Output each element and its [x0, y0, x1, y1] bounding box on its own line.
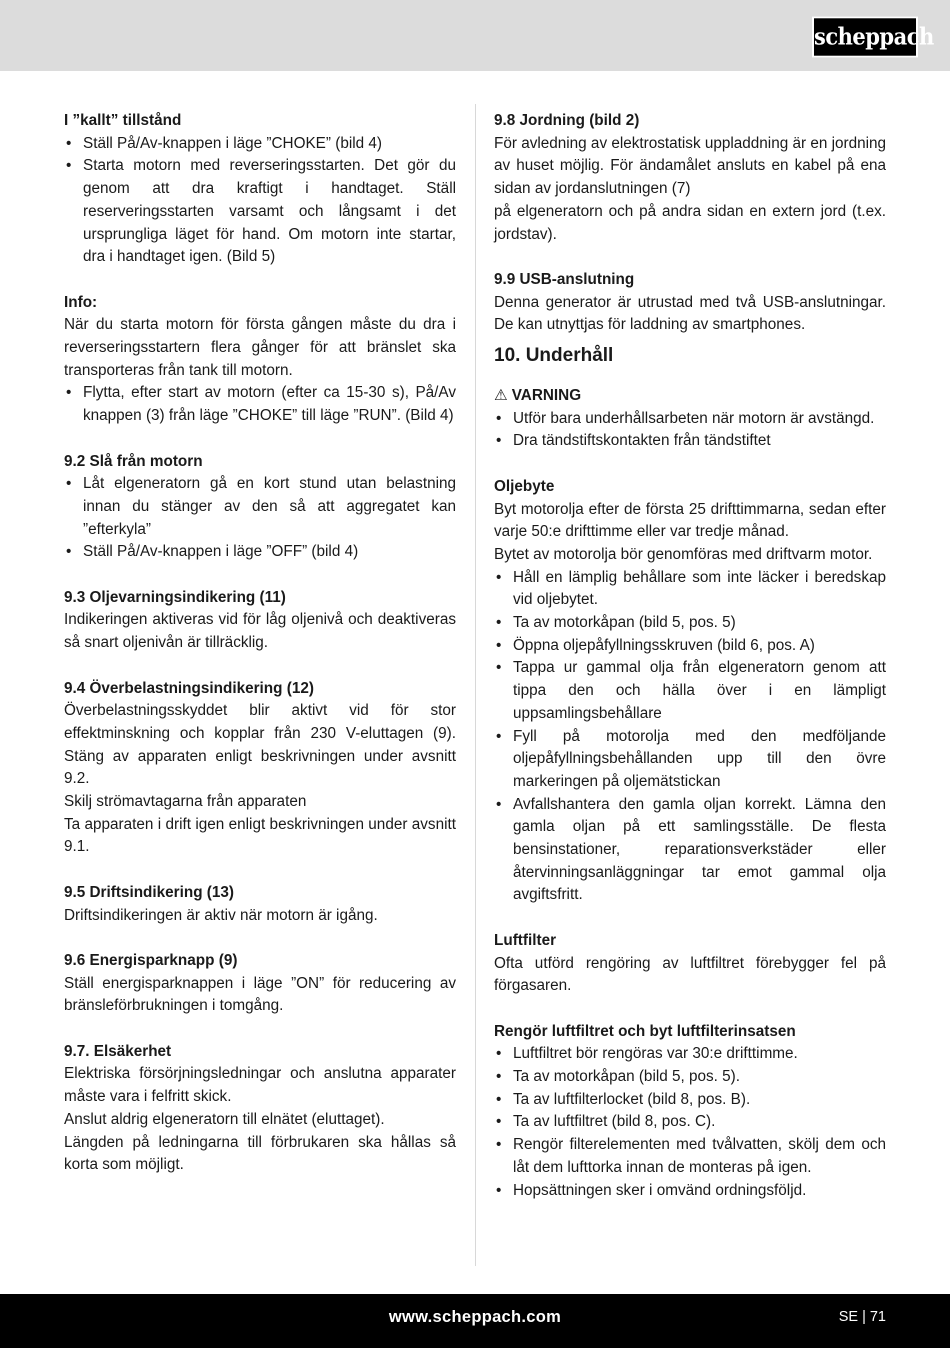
heading-air-filter: Luftfilter: [494, 931, 557, 949]
list-item: • Ta av motorkåpan (bild 5, pos. 5): [494, 612, 886, 635]
separator: |: [862, 1309, 866, 1325]
list-item: • Ta av luftfiltret (bild 8, pos. C).: [494, 1111, 886, 1134]
section-9-8-text-1: För avledning av elektrostatisk uppladdning är en jordning av huset möjlig. För ändamålet ansluts en kabel på ena sidan av jordanslutningen (7): [494, 134, 887, 198]
header-band: [0, 0, 950, 71]
section-9-7-text-3: Längden på ledningarna till förbrukaren ska hållas så korta som möjligt.: [64, 1133, 456, 1174]
heading-clean-filter: Rengör luftfiltret och byt luftfilterinsatsen: [494, 1022, 796, 1040]
section-9-5-text: Driftsindikeringen är aktiv när motorn är igång.: [64, 906, 378, 924]
list-item: • Ta av luftfilterlocket (bild 8, pos. B).: [494, 1089, 886, 1112]
warning-heading: [494, 385, 886, 408]
heading-9-2: 9.2 Slå från motorn: [64, 452, 203, 470]
list-item: • Rengör filterelementen med tvålvatten, skölj dem och låt dem lufttorka innan de monteras på igen.: [494, 1134, 886, 1179]
language-code: SE: [838, 1309, 859, 1325]
heading-oil: Oljebyte: [494, 477, 555, 495]
oil-text-2: Bytet av motorolja bör genomföras med driftvarm motor.: [494, 545, 873, 563]
section-9-4-text-1: Överbelastningsskyddet blir aktivt vid för stor effektminskning och kopplar från 230 V-eluttagen (9). Stäng av apparaten enligt beskrivningen under avsnitt 9.2.: [64, 702, 456, 788]
website-link[interactable]: www.scheppach.com: [388, 1308, 562, 1326]
clean-filter-list: [494, 1043, 886, 1202]
list-item: • Låt elgeneratorn gå en kort stund utan belastning innan du stänger av den så att aggregatet kan ”efterkyla”: [64, 473, 456, 541]
heading-9-7: 9.7. Elsäkerhet: [64, 1042, 172, 1060]
page-indicator: [839, 1309, 886, 1325]
cold-start-list: [64, 133, 456, 269]
section-9-6-text: Ställ energisparknappen i läge ”ON” för reducering av bränsleförbrukningen i tomgång.: [64, 974, 456, 1015]
section-9-3-text: Indikeringen aktiveras vid för låg oljenivå och deaktiveras så snart oljenivån är tillräcklig.: [64, 611, 456, 652]
list-item: • Ta av motorkåpan (bild 5, pos. 5).: [494, 1066, 886, 1089]
left-column: [64, 110, 456, 1177]
right-column: [494, 110, 886, 1202]
warning-label: VARNING: [511, 387, 582, 405]
heading-10: 10. Underhåll: [494, 345, 614, 367]
section-9-4-text-3: Ta apparaten i drift igen enligt beskrivningen under avsnitt 9.1.: [64, 815, 456, 856]
list-item: • Ställ På/Av-knappen i läge ”OFF” (bild 4): [64, 541, 456, 564]
list-item: • Utför bara underhållsarbeten när motorn är avstängd.: [494, 408, 886, 431]
list-item: • Håll en lämplig behållare som inte läcker i beredskap vid oljebytet.: [494, 567, 886, 612]
heading-9-6: 9.6 Energisparknapp (9): [64, 951, 238, 969]
heading-9-4: 9.4 Överbelastningsindikering (12): [64, 679, 314, 697]
list-item: • Dra tändstiftskontakten från tändstiftet: [494, 430, 886, 453]
list-item: • Tappa ur gammal olja från elgeneratorn genom att tippa den och hälla över i en lämpligt uppsamlingsbehållare: [494, 657, 886, 725]
heading-9-8: 9.8 Jordning (bild 2): [494, 112, 640, 129]
heading-9-3: 9.3 Oljevarningsindikering (11): [64, 588, 286, 606]
heading-9-9: 9.9 USB-anslutning: [494, 270, 635, 288]
warning-list: [494, 408, 886, 453]
info-text: När du starta motorn för första gången måste du dra i reverseringsstartern flera gånger för att bränslet ska transporteras från tank till motorn.: [64, 316, 456, 379]
section-9-7-text-1: Elektriska försörjningsledningar och anslutna apparater måste vara i felfritt skick.: [64, 1065, 456, 1106]
section-9-7-text-2: Anslut aldrig elgeneratorn till elnätet (eluttaget).: [64, 1110, 385, 1128]
list-item: • Ställ På/Av-knappen i läge ”CHOKE” (bild 4): [64, 133, 456, 156]
scheppach-logo: scheppach: [812, 16, 918, 58]
footer-bar: [0, 1294, 950, 1348]
page-number: 71: [869, 1309, 886, 1325]
heading-cold-start: I ”kallt” tillstånd: [64, 112, 182, 129]
oil-list: [494, 567, 886, 908]
column-divider: [475, 104, 476, 1266]
list-item: • Flytta, efter start av motorn (efter ca 15-30 s), På/Av knappen (3) från läge ”CHOKE” till läge ”RUN”. (Bild 4): [64, 382, 456, 427]
section-9-8-text-2: på elgeneratorn och på andra sidan en extern jord (t.ex. jordstav).: [494, 202, 886, 243]
list-item: • Starta motorn med reverseringsstarten. Det gör du genom att dra kraftigt i handtaget. Ställ reserveringsstarten varsamt och långsamt i det ursprungliga läget för hand. Om motorn inte startar, dra i handtaget igen. (Bild 5): [64, 155, 456, 269]
list-item: • Hopsättningen sker i omvänd ordningsföljd.: [494, 1180, 886, 1203]
list-item: • Avfallshantera den gamla oljan korrekt. Lämna den gamla oljan på ett samlingsställe. De flesta bensinstationer, reparationsverkstäder eller återvinningsanläggningar tar emot gammal olja avgiftsfritt.: [494, 794, 886, 908]
heading-info: Info:: [64, 293, 98, 311]
air-filter-text: Ofta utförd rengöring av luftfiltret förebygger fel på förgasaren.: [494, 954, 886, 995]
section-9-9-text: Denna generator är utrustad med två USB-anslutningar. De kan utnyttjas för laddning av smartphones.: [494, 293, 886, 334]
list-item: • Öppna oljepåfyllningsskruven (bild 6, pos. A): [494, 635, 886, 658]
section-9-2-list: [64, 473, 456, 564]
section-9-4-text-2: Skilj strömavtagarna från apparaten: [64, 793, 307, 811]
info-list: [64, 382, 456, 427]
heading-9-5: 9.5 Driftsindikering (13): [64, 883, 235, 901]
oil-text-1: Byt motorolja efter de första 25 drifttimmarna, sedan efter varje 50:e drifttimme eller var tredje månad.: [494, 500, 886, 541]
list-item: • Luftfiltret bör rengöras var 30:e drifttimme.: [494, 1043, 886, 1066]
list-item: • Fyll på motorolja med den medföljande oljepåfyllningsbehållanden upp till den övre markeringen på oljemätstickan: [494, 726, 886, 794]
warning-triangle-icon: ⚠: [494, 387, 508, 405]
